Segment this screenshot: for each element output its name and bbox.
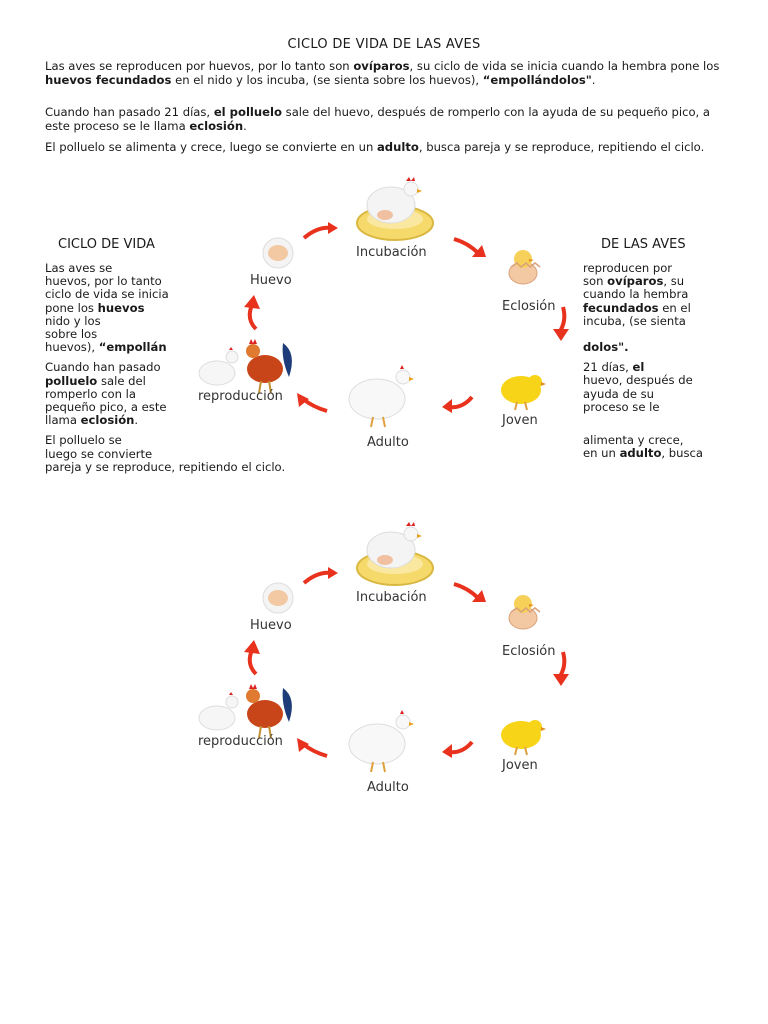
bird-life-cycle-diagram-1 — [190, 175, 590, 465]
hatching-chick-illustration — [505, 245, 541, 285]
label-incubacion: Incubación — [356, 245, 427, 260]
label-joven: Joven — [502, 413, 538, 428]
label-adulto: Adulto — [367, 780, 409, 795]
egg-illustration — [260, 580, 296, 616]
adult-hen-illustration — [345, 710, 415, 772]
label-reproduccion: reproducción — [198, 389, 283, 404]
arrow-incubation-to-eclosion-icon — [452, 580, 490, 604]
arrow-young-to-adult-icon — [440, 738, 476, 760]
arrow-eclosion-to-young-icon — [553, 650, 573, 688]
bird-life-cycle-diagram-2 — [190, 520, 590, 810]
adult-hen-illustration — [345, 365, 415, 427]
arrow-incubation-to-eclosion-icon — [452, 235, 490, 259]
arrow-adult-to-reproduction-icon — [295, 738, 331, 760]
arrow-egg-to-incubation-icon — [300, 220, 340, 242]
hen-on-nest-illustration — [355, 175, 435, 240]
arrow-adult-to-reproduction-icon — [295, 393, 331, 415]
left-column-text: Las aves se huevos, por lo tanto ciclo de vida se inicia pone los huevos nido y los sobre los huevos), “empollán Cuando han pasado polluelo sale del romperlo con la pequeño pico, a este llama eclosión. El polluelo se luego se convierte pareja y se reproduce, repitiendo el ciclo. — [45, 261, 286, 474]
paragraph-3: El polluelo se alimenta y crece, luego se convierte en un adulto, busca pareja y se reproduce, repitiendo el ciclo. — [45, 140, 705, 154]
label-joven: Joven — [502, 758, 538, 773]
arrow-reproduction-to-egg-icon — [242, 295, 264, 331]
arrow-reproduction-to-egg-icon — [242, 640, 264, 676]
page-title: CICLO DE VIDA DE LAS AVES — [287, 37, 481, 52]
right-column-text: reproducen por son ovíparos, su cuando la hembra fecundados en el incuba, (se sienta dolos". 21 días, el huevo, después de ayuda de su proceso se le alimenta y crece, en un adulto, busca — [583, 261, 704, 461]
label-huevo: Huevo — [250, 618, 292, 633]
young-chick-illustration — [497, 370, 549, 410]
paragraph-2: Cuando han pasado 21 días, el polluelo sale del huevo, después de romperlo con la ayuda de su pequeño pico, a este proceso se le llama eclosión. — [45, 105, 711, 133]
rooster-and-hen-illustration — [195, 335, 300, 395]
arrow-egg-to-incubation-icon — [300, 565, 340, 587]
label-eclosion: Eclosión — [502, 644, 556, 659]
hen-on-nest-illustration — [355, 520, 435, 585]
right-column-heading: DE LAS AVES — [601, 237, 686, 252]
arrow-young-to-adult-icon — [440, 393, 476, 415]
left-column-heading: CICLO DE VIDA — [58, 237, 155, 252]
young-chick-illustration — [497, 715, 549, 755]
egg-illustration — [260, 235, 296, 271]
arrow-eclosion-to-young-icon — [553, 305, 573, 343]
label-reproduccion: reproducción — [198, 734, 283, 749]
rooster-and-hen-illustration — [195, 680, 300, 740]
paragraph-1: Las aves se reproducen por huevos, por lo tanto son ovíparos, su ciclo de vida se inicia cuando la hembra pone los huevos fecundados en el nido y los incuba, (se sienta sobre los huevos), “empollándolos". — [45, 59, 720, 87]
label-incubacion: Incubación — [356, 590, 427, 605]
label-eclosion: Eclosión — [502, 299, 556, 314]
hatching-chick-illustration — [505, 590, 541, 630]
label-huevo: Huevo — [250, 273, 292, 288]
label-adulto: Adulto — [367, 435, 409, 450]
